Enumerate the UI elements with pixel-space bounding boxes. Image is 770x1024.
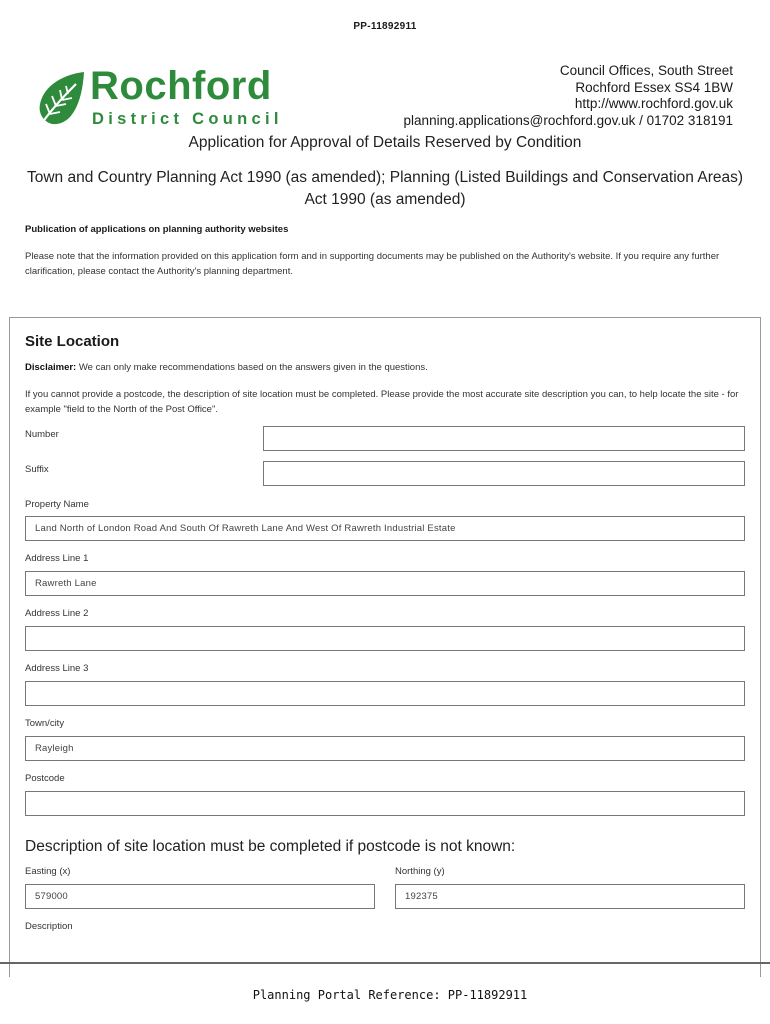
website-link[interactable]: http://www.rochford.gov.uk [574, 96, 733, 111]
number-field[interactable] [263, 426, 745, 451]
property-name-field[interactable]: Land North of London Road And South Of Rawreth Lane And West Of Rawreth Industrial Estate [25, 516, 745, 541]
address-line-3-field[interactable] [25, 681, 745, 706]
address-line-2-label: Address Line 2 [25, 608, 89, 619]
disclaimer-label: Disclaimer: [25, 362, 77, 373]
suffix-label: Suffix [25, 464, 49, 475]
disclaimer [25, 362, 428, 373]
council-address [404, 63, 733, 129]
address-line: Council Offices, South Street [559, 63, 733, 78]
act-reference: Town and Country Planning Act 1990 (as amended); Planning (Listed Buildings and Conservation Areas) Act 1990 (as amended) [26, 169, 744, 208]
leaf-icon [36, 70, 88, 128]
suffix-field[interactable] [263, 461, 745, 486]
logo-wordmark: Rochford [90, 64, 272, 108]
footer-reference: Planning Portal Reference: PP-11892911 [252, 988, 528, 1002]
disclaimer-text: We can only make recommendations based on the answers given in the questions. [76, 362, 428, 373]
publication-text: Please note that the information provided on this application form and in supporting documents may be published on the Authority's website. If you require any further clarification, please contact the Authority's planning department. [25, 251, 720, 277]
address-line-2-field[interactable] [25, 626, 745, 651]
reference-number-top: PP-11892911 [353, 21, 417, 32]
easting-field[interactable]: 579000 [25, 884, 375, 909]
property-name-label: Property Name [25, 499, 89, 510]
town-field[interactable]: Rayleigh [25, 736, 745, 761]
northing-field[interactable]: 192375 [395, 884, 745, 909]
northing-label: Northing (y) [395, 866, 445, 877]
contact-line[interactable]: planning.applications@rochford.gov.uk / 01702 318191 [403, 112, 733, 128]
address-line-1-label: Address Line 1 [25, 553, 89, 564]
postcode-label: Postcode [25, 773, 65, 784]
postcode-note: If you cannot provide a postcode, the description of site location must be completed. Please provide the most accurate site description you can, to help locate the site - for example "field to the North of the Post Office". [25, 389, 739, 415]
section-title: Site Location [25, 333, 120, 350]
logo-subtitle: District Council [92, 110, 283, 128]
description-label: Description [25, 921, 73, 932]
page-divider [0, 962, 770, 964]
address-line-1-field[interactable]: Rawreth Lane [25, 571, 745, 596]
address-line-3-label: Address Line 3 [25, 663, 89, 674]
form-title: Application for Approval of Details Reserved by Condition [188, 134, 582, 151]
publication-heading: Publication of applications on planning authority websites [25, 224, 289, 235]
town-label: Town/city [25, 718, 65, 729]
council-logo [36, 64, 316, 132]
postcode-field[interactable] [25, 791, 745, 816]
easting-label: Easting (x) [25, 866, 71, 877]
address-line: Rochford Essex SS4 1BW [575, 79, 733, 95]
description-heading: Description of site location must be completed if postcode is not known: [25, 838, 516, 855]
number-label: Number [25, 429, 59, 440]
